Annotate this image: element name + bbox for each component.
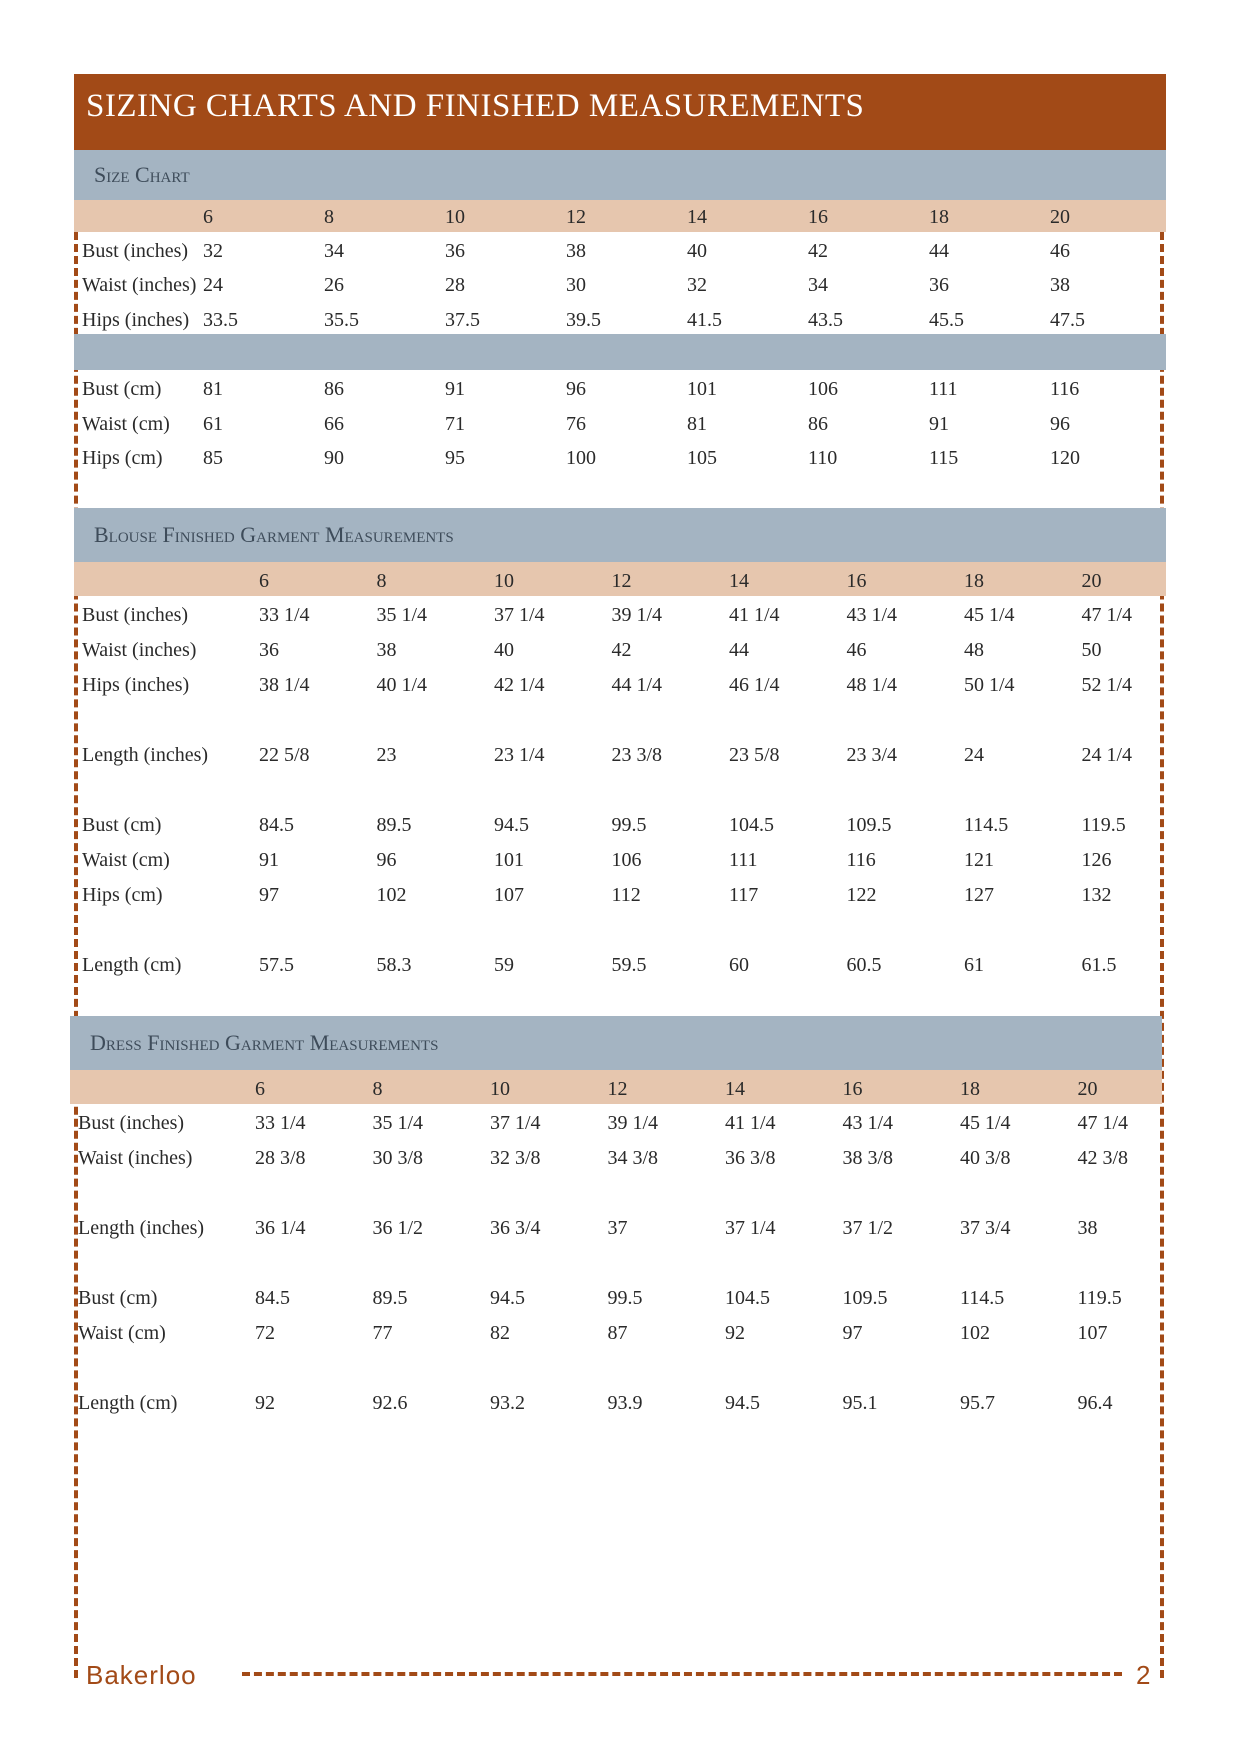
table-cell: 23 bbox=[376, 744, 397, 766]
table-cell: 33 1/4 bbox=[255, 1112, 306, 1134]
table-cell: 48 bbox=[964, 639, 984, 661]
table-cell: 91 bbox=[259, 849, 279, 871]
table-cell: 41.5 bbox=[687, 309, 722, 331]
table-cell: 45 1/4 bbox=[964, 604, 1015, 626]
table-cell: 37 1/4 bbox=[725, 1217, 776, 1239]
table-cell: 43 1/4 bbox=[846, 604, 898, 626]
size-header: 6 bbox=[203, 206, 213, 228]
table-cell: 99.5 bbox=[607, 1287, 643, 1309]
table-cell: 39.5 bbox=[566, 309, 601, 331]
table-cell: 34 3/8 bbox=[607, 1147, 659, 1169]
table-cell: 39 1/4 bbox=[611, 604, 663, 626]
table-cell: 32 bbox=[687, 274, 707, 296]
page-title-bar bbox=[74, 74, 1166, 150]
row-label: Hips (inches) bbox=[82, 674, 190, 696]
size-header: 12 bbox=[611, 570, 632, 592]
size-header: 20 bbox=[1050, 206, 1070, 228]
table-cell: 121 bbox=[964, 849, 994, 871]
table-cell: 58.3 bbox=[376, 954, 412, 976]
size-header: 18 bbox=[929, 206, 949, 228]
row-label: Waist (cm) bbox=[78, 1322, 166, 1344]
size-header: 16 bbox=[808, 206, 828, 228]
border-right bbox=[1160, 232, 1164, 1678]
table-cell: 101 bbox=[494, 849, 524, 871]
table-cell: 95.7 bbox=[960, 1392, 995, 1414]
table-cell: 35.5 bbox=[324, 309, 359, 331]
table-cell: 37 1/2 bbox=[842, 1217, 894, 1239]
border-left bbox=[74, 232, 78, 1678]
table-cell: 97 bbox=[259, 884, 279, 906]
table-cell: 44 1/4 bbox=[611, 674, 663, 696]
table-cell: 37 3/4 bbox=[960, 1217, 1011, 1239]
table-cell: 91 bbox=[929, 413, 949, 435]
table-cell: 89.5 bbox=[372, 1287, 408, 1309]
size-header: 14 bbox=[725, 1078, 745, 1100]
table-cell: 93.2 bbox=[490, 1392, 525, 1414]
row-label: Length (inches) bbox=[82, 744, 209, 766]
table-cell: 36 1/4 bbox=[255, 1217, 306, 1239]
table-cell: 120 bbox=[1050, 447, 1080, 469]
table-cell: 110 bbox=[808, 447, 838, 469]
table-cell: 100 bbox=[566, 447, 596, 469]
table-cell: 37 1/4 bbox=[490, 1112, 541, 1134]
table-cell: 116 bbox=[846, 849, 876, 871]
size-header: 6 bbox=[255, 1078, 265, 1100]
row-label: Waist (inches) bbox=[82, 274, 197, 296]
table-cell: 95 bbox=[445, 447, 465, 469]
table-cell: 114.5 bbox=[960, 1287, 1005, 1309]
blouse-header bbox=[74, 508, 1166, 562]
table-cell: 33 1/4 bbox=[259, 604, 310, 626]
table-cell: 102 bbox=[376, 884, 407, 906]
table-cell: 36 1/2 bbox=[372, 1217, 424, 1239]
footer-brand: Bakerloo bbox=[86, 1660, 197, 1690]
row-label: Hips (cm) bbox=[82, 884, 163, 906]
table-cell: 92 bbox=[725, 1322, 745, 1344]
size-chart-divider-bar bbox=[74, 334, 1166, 370]
size-header: 16 bbox=[846, 570, 867, 592]
table-cell: 126 bbox=[1081, 849, 1112, 871]
table-cell: 115 bbox=[929, 447, 959, 469]
table-cell: 23 1/4 bbox=[494, 744, 545, 766]
table-cell: 119.5 bbox=[1081, 814, 1126, 836]
size-header: 6 bbox=[259, 570, 269, 592]
table-cell: 40 3/8 bbox=[960, 1147, 1011, 1169]
table-cell: 47 1/4 bbox=[1077, 1112, 1129, 1134]
table-cell: 86 bbox=[324, 378, 344, 400]
table-cell: 46 1/4 bbox=[729, 674, 780, 696]
row-label: Bust (cm) bbox=[82, 814, 162, 836]
table-cell: 85 bbox=[203, 447, 223, 469]
table-cell: 102 bbox=[960, 1322, 990, 1344]
size-header: 10 bbox=[490, 1078, 510, 1100]
table-cell: 60.5 bbox=[846, 954, 882, 976]
size-header: 18 bbox=[964, 570, 984, 592]
size-header: 18 bbox=[960, 1078, 980, 1100]
table-cell: 33.5 bbox=[203, 309, 238, 331]
size-header: 10 bbox=[494, 570, 514, 592]
table-cell: 38 1/4 bbox=[259, 674, 310, 696]
table-cell: 106 bbox=[808, 378, 838, 400]
row-label: Length (inches) bbox=[78, 1217, 205, 1239]
table-cell: 43 1/4 bbox=[842, 1112, 894, 1134]
table-cell: 28 bbox=[445, 274, 465, 296]
row-label: Bust (inches) bbox=[82, 604, 189, 626]
table-cell: 23 5/8 bbox=[729, 744, 780, 766]
table-cell: 38 bbox=[1077, 1217, 1098, 1239]
table-cell: 45.5 bbox=[929, 309, 964, 331]
table-cell: 35 1/4 bbox=[372, 1112, 424, 1134]
table-cell: 112 bbox=[611, 884, 641, 906]
dress-header bbox=[70, 1016, 1162, 1070]
table-cell: 48 1/4 bbox=[846, 674, 898, 696]
table-cell: 90 bbox=[324, 447, 344, 469]
table-cell: 24 bbox=[964, 744, 984, 766]
table-cell: 77 bbox=[372, 1322, 393, 1344]
table-cell: 46 bbox=[846, 639, 867, 661]
table-cell: 94.5 bbox=[725, 1392, 760, 1414]
table-cell: 59 bbox=[494, 954, 514, 976]
table-cell: 101 bbox=[687, 378, 717, 400]
table-cell: 38 bbox=[1050, 274, 1070, 296]
table-cell: 24 bbox=[203, 274, 223, 296]
table-cell: 84.5 bbox=[259, 814, 294, 836]
size-header: 20 bbox=[1081, 570, 1102, 592]
dress-title: Dress Finished Garment Measurements bbox=[90, 1030, 439, 1055]
size-header: 20 bbox=[1077, 1078, 1098, 1100]
row-label: Waist (inches) bbox=[82, 639, 197, 661]
table-cell: 104.5 bbox=[725, 1287, 770, 1309]
table-cell: 38 bbox=[376, 639, 397, 661]
table-cell: 41 1/4 bbox=[725, 1112, 776, 1134]
table-cell: 30 3/8 bbox=[372, 1147, 424, 1169]
row-label: Waist (cm) bbox=[82, 849, 170, 871]
row-label: Bust (cm) bbox=[82, 378, 162, 400]
table-cell: 82 bbox=[490, 1322, 510, 1344]
table-cell: 38 bbox=[566, 240, 586, 262]
table-cell: 44 bbox=[729, 639, 749, 661]
table-cell: 111 bbox=[929, 378, 958, 400]
table-cell: 114.5 bbox=[964, 814, 1009, 836]
table-cell: 40 bbox=[687, 240, 707, 262]
size-chart-sizes-band bbox=[74, 200, 1166, 232]
table-cell: 23 3/8 bbox=[611, 744, 663, 766]
table-cell: 122 bbox=[846, 884, 877, 906]
table-cell: 42 bbox=[611, 639, 632, 661]
row-label: Hips (cm) bbox=[82, 447, 163, 469]
table-cell: 45 1/4 bbox=[960, 1112, 1011, 1134]
table-cell: 72 bbox=[255, 1322, 275, 1344]
size-header: 12 bbox=[607, 1078, 628, 1100]
size-header: 14 bbox=[729, 570, 749, 592]
table-cell: 26 bbox=[324, 274, 344, 296]
table-cell: 105 bbox=[687, 447, 717, 469]
size-header: 8 bbox=[376, 570, 387, 592]
table-cell: 60 bbox=[729, 954, 749, 976]
table-cell: 42 bbox=[808, 240, 828, 262]
page-number: 2 bbox=[1136, 1660, 1151, 1690]
table-cell: 34 bbox=[808, 274, 828, 296]
table-cell: 96.4 bbox=[1077, 1392, 1113, 1414]
table-cell: 109.5 bbox=[846, 814, 892, 836]
table-cell: 40 bbox=[494, 639, 514, 661]
table-cell: 92.6 bbox=[372, 1392, 408, 1414]
table-cell: 116 bbox=[1050, 378, 1080, 400]
table-cell: 96 bbox=[566, 378, 586, 400]
table-cell: 76 bbox=[566, 413, 586, 435]
row-label: Bust (cm) bbox=[78, 1287, 158, 1309]
table-cell: 94.5 bbox=[490, 1287, 525, 1309]
table-cell: 22 5/8 bbox=[259, 744, 310, 766]
row-label: Length (cm) bbox=[78, 1392, 178, 1414]
table-cell: 91 bbox=[445, 378, 465, 400]
table-cell: 36 bbox=[445, 240, 465, 262]
size-chart-title: Size Chart bbox=[94, 162, 190, 187]
table-cell: 71 bbox=[445, 413, 465, 435]
table-cell: 36 3/8 bbox=[725, 1147, 776, 1169]
table-cell: 109.5 bbox=[842, 1287, 888, 1309]
border-bottom bbox=[242, 1672, 1122, 1676]
table-cell: 36 bbox=[929, 274, 949, 296]
table-cell: 44 bbox=[929, 240, 949, 262]
table-cell: 84.5 bbox=[255, 1287, 290, 1309]
table-cell: 42 3/8 bbox=[1077, 1147, 1129, 1169]
table-cell: 127 bbox=[964, 884, 994, 906]
table-cell: 50 bbox=[1081, 639, 1102, 661]
row-label: Hips (inches) bbox=[82, 309, 190, 331]
table-cell: 94.5 bbox=[494, 814, 529, 836]
table-cell: 99.5 bbox=[611, 814, 647, 836]
row-label: Bust (inches) bbox=[78, 1112, 185, 1134]
table-cell: 81 bbox=[687, 413, 707, 435]
table-cell: 41 1/4 bbox=[729, 604, 780, 626]
table-cell: 111 bbox=[729, 849, 758, 871]
blouse-title: Blouse Finished Garment Measurements bbox=[94, 522, 454, 547]
table-cell: 119.5 bbox=[1077, 1287, 1122, 1309]
table-cell: 32 3/8 bbox=[490, 1147, 541, 1169]
table-cell: 47 1/4 bbox=[1081, 604, 1133, 626]
table-cell: 93.9 bbox=[607, 1392, 643, 1414]
table-cell: 132 bbox=[1081, 884, 1112, 906]
table-cell: 36 3/4 bbox=[490, 1217, 541, 1239]
table-cell: 36 bbox=[259, 639, 279, 661]
table-cell: 97 bbox=[842, 1322, 863, 1344]
table-cell: 89.5 bbox=[376, 814, 412, 836]
table-cell: 107 bbox=[1077, 1322, 1108, 1344]
table-cell: 37 bbox=[607, 1217, 628, 1239]
size-header: 12 bbox=[566, 206, 586, 228]
table-cell: 92 bbox=[255, 1392, 275, 1414]
table-cell: 104.5 bbox=[729, 814, 774, 836]
table-cell: 96 bbox=[1050, 413, 1070, 435]
table-cell: 42 1/4 bbox=[494, 674, 545, 696]
table-cell: 50 1/4 bbox=[964, 674, 1015, 696]
row-label: Waist (cm) bbox=[82, 413, 170, 435]
table-cell: 61 bbox=[964, 954, 984, 976]
row-label: Length (cm) bbox=[82, 954, 182, 976]
size-header: 10 bbox=[445, 206, 465, 228]
table-cell: 107 bbox=[494, 884, 524, 906]
table-cell: 52 1/4 bbox=[1081, 674, 1133, 696]
table-cell: 37.5 bbox=[445, 309, 480, 331]
table-cell: 96 bbox=[376, 849, 397, 871]
size-header: 8 bbox=[372, 1078, 383, 1100]
table-cell: 43.5 bbox=[808, 309, 843, 331]
table-cell: 57.5 bbox=[259, 954, 294, 976]
table-cell: 61.5 bbox=[1081, 954, 1117, 976]
table-cell: 23 3/4 bbox=[846, 744, 898, 766]
table-cell: 86 bbox=[808, 413, 828, 435]
row-label: Bust (inches) bbox=[82, 240, 189, 262]
table-cell: 38 3/8 bbox=[842, 1147, 894, 1169]
size-chart-header bbox=[74, 150, 1166, 200]
table-cell: 37 1/4 bbox=[494, 604, 545, 626]
table-cell: 95.1 bbox=[842, 1392, 878, 1414]
row-label: Waist (inches) bbox=[78, 1147, 193, 1169]
size-header: 8 bbox=[324, 206, 334, 228]
table-cell: 117 bbox=[729, 884, 759, 906]
table-cell: 59.5 bbox=[611, 954, 647, 976]
table-cell: 61 bbox=[203, 413, 223, 435]
table-cell: 35 1/4 bbox=[376, 604, 428, 626]
size-header: 14 bbox=[687, 206, 707, 228]
table-cell: 66 bbox=[324, 413, 344, 435]
page-title: SIZING CHARTS AND FINISHED MEASUREMENTS bbox=[86, 88, 865, 124]
table-cell: 40 1/4 bbox=[376, 674, 428, 696]
table-cell: 87 bbox=[607, 1322, 628, 1344]
table-cell: 28 3/8 bbox=[255, 1147, 306, 1169]
table-cell: 24 1/4 bbox=[1081, 744, 1133, 766]
size-header: 16 bbox=[842, 1078, 863, 1100]
table-cell: 30 bbox=[566, 274, 586, 296]
table-cell: 39 1/4 bbox=[607, 1112, 659, 1134]
table-cell: 46 bbox=[1050, 240, 1070, 262]
table-cell: 47.5 bbox=[1050, 309, 1085, 331]
table-cell: 32 bbox=[203, 240, 223, 262]
table-cell: 81 bbox=[203, 378, 223, 400]
table-cell: 106 bbox=[611, 849, 642, 871]
table-cell: 34 bbox=[324, 240, 344, 262]
